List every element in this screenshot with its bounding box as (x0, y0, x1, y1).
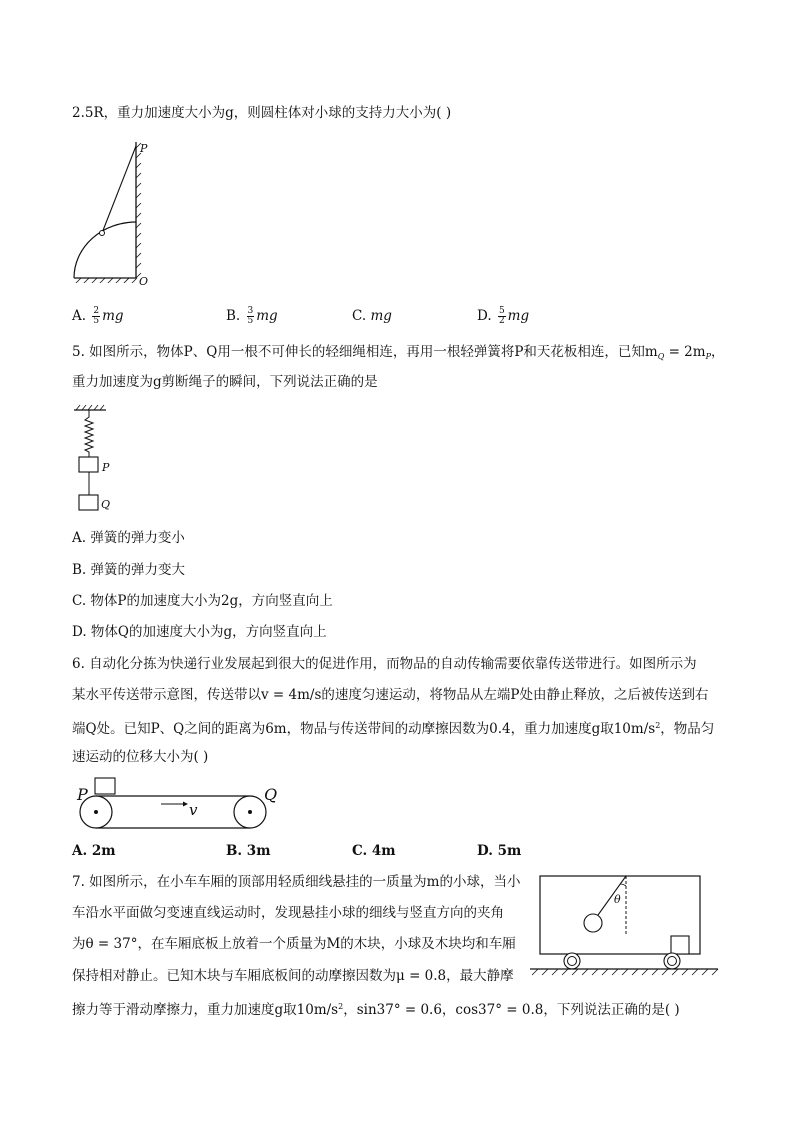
q7-text-line-1: 7. 如图所示，在小车车厢的顶部用轻质细线悬挂的一质量为m的小球，当小 (72, 874, 521, 890)
q7-text-line-4: 保持相对静止。已知木块与车厢底板间的动摩擦因数为μ = 0.8，最大静摩 (72, 968, 514, 984)
q4-label-o: O (139, 275, 149, 288)
q6-label-v: v (189, 801, 198, 819)
q4-text-line: 2.5R，重力加速度大小为g，则圆柱体对小球的支持力大小为( ) (72, 105, 452, 121)
q4-option-a: A. $\frac{2}{5}$ mg (72, 306, 124, 326)
q4-option-d: D. $\frac{5}{2}$ mg (477, 306, 530, 326)
q6-option-d: D. 5m (477, 843, 522, 859)
q5-label-p: P (102, 461, 110, 474)
q5-label-q: Q (101, 498, 111, 511)
q4-label-p: P (140, 142, 148, 155)
q6-text-line-4: 速运动的位移大小为( ) (72, 749, 209, 765)
q7-text-line-5: 擦力等于滑动摩擦力，重力加速度g取$10m/s^2$，sin37° = 0.6，cos37° = 0.8，下列说法正确的是( ) (72, 1002, 680, 1018)
q7-cart-figure (530, 872, 720, 978)
q5-option-b: B. 弹簧的弹力变大 (72, 562, 186, 578)
q4-option-b: B. $\frac{3}{5}$ mg (226, 306, 278, 326)
q5-text-line-1: 5. 如图所示，物体P、Q用一根不可伸长的轻细绳相连，再用一根轻弹簧将P和天花板相连，已知$m_Q = 2m_P$， (72, 344, 725, 361)
q6-option-a: A. 2m (72, 843, 116, 859)
q5-text-line-2: 重力加速度为g剪断绳子的瞬间，下列说法正确的是 (72, 374, 378, 390)
q7-text-line-3: 为θ = 37°，在车厢底板上放着一个质量为M的木块，小球及木块均和车厢 (72, 936, 516, 952)
q6-option-c: C. 4m (352, 843, 396, 859)
q6-text-line-3: 端Q处。已知P、Q之间的距离为6m，物品与传送带间的动摩擦因数为0.4，重力加速度g取$10m/s^2$，物品匀 (72, 721, 715, 737)
q6-text-line-2: 某水平传送带示意图，传送带以v = 4m/s的速度匀速运动，将物品从左端P处由静止释放，之后被传送到右 (72, 687, 709, 703)
q6-conveyor-figure (78, 778, 278, 834)
q7-label-theta: θ (614, 893, 621, 906)
q7-text-line-2: 车沿水平面做匀变速直线运动时，发现悬挂小球的细线与竖直方向的夹角 (72, 905, 504, 921)
q5-option-a: A. 弹簧的弹力变小 (72, 530, 185, 546)
q4-option-c: C. mg (352, 308, 392, 324)
q5-option-d: D. 物体Q的加速度大小为g，方向竖直向上 (72, 624, 327, 640)
q6-option-b: B. 3m (226, 843, 271, 859)
q6-label-q: Q (264, 785, 278, 804)
q4-cylinder-figure (70, 138, 160, 288)
q5-option-c: C. 物体P的加速度大小为2g，方向竖直向上 (72, 593, 333, 609)
q6-label-p: P (77, 785, 88, 804)
q6-text-line-1: 6. 自动化分拣为快递行业发展起到很大的促进作用，而物品的自动传输需要依靠传送带进行。如图所示为 (72, 656, 697, 672)
